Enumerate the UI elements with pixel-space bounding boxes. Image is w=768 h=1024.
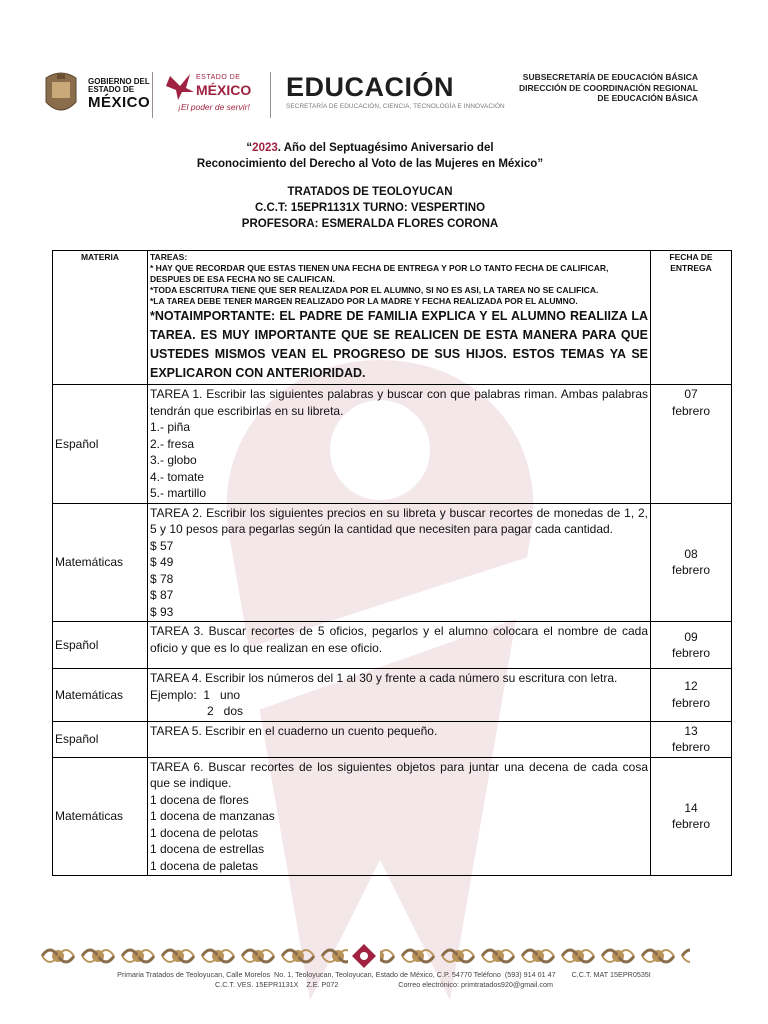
header-tareas	[148, 251, 651, 385]
table-row	[53, 757, 732, 876]
task-item: 1 docena de paletas	[150, 858, 259, 873]
state-seal-icon	[42, 70, 80, 118]
header-materia: MATERIA	[53, 251, 148, 385]
table-row	[53, 721, 732, 757]
row-task	[148, 721, 651, 757]
table-row	[53, 669, 732, 722]
row-fecha	[651, 503, 732, 622]
task-item: 1 docena de flores	[150, 792, 249, 807]
fecha-mes: febrero	[671, 695, 711, 710]
task-description: TAREA 2. Escribir los siguientes precios en su libreta y buscar recortes de monedas de 1, 2, 5 y 10 pesos para pegarlas según la cantidad que necesiten para pagar cada cantidad.	[150, 505, 648, 536]
gov-line2: ESTADO DE	[88, 85, 135, 95]
task-item: $ 49	[150, 555, 174, 569]
motto-open-quote: “	[246, 142, 253, 154]
row-materia: Matemáticas	[53, 669, 148, 722]
fecha-dia: 12	[684, 679, 698, 694]
edomex-big: MÉXICO	[196, 82, 252, 98]
fecha-mes: febrero	[671, 817, 711, 832]
footer-address	[0, 970, 768, 990]
school-teacher: PROFESORA: ESMERALDA FLORES CORONA	[241, 218, 499, 231]
motto-year: 2023	[252, 142, 278, 154]
motto-line2: Reconocimiento del Derecho al Voto de las Mujeres en México”	[196, 158, 544, 171]
row-materia: Español	[53, 721, 148, 757]
row-materia: Español	[53, 622, 148, 669]
task-item: 1 docena de estrellas	[150, 842, 265, 856]
header-divider	[152, 72, 153, 118]
ornamental-band	[38, 942, 690, 970]
header-divider	[270, 72, 271, 118]
row-task	[148, 385, 651, 504]
gov-line3: MÉXICO	[88, 93, 151, 111]
row-task	[148, 757, 651, 876]
row-materia: Matemáticas	[53, 757, 148, 876]
subsecretaria-line2: DIRECCIÓN DE COORDINACIÓN REGIONAL	[519, 82, 698, 93]
table-row	[53, 385, 732, 504]
task-item: 3.- globo	[150, 453, 197, 467]
education-logo	[286, 74, 505, 110]
fecha-mes: febrero	[671, 646, 711, 660]
row-fecha	[651, 669, 732, 722]
subsecretaria-line1: SUBSECRETARÍA DE EDUCACIÓN BÁSICA	[522, 72, 698, 82]
gov-logo-text	[88, 78, 150, 111]
fecha-mes: febrero	[671, 563, 711, 578]
row-materia: Matemáticas	[53, 503, 148, 622]
important-note: *NOTAIMPORTANTE: EL PADRE DE FAMILIA EXPLICA Y EL ALUMNO REALIIZA LA TAREA. ES MUY IMPORTANTE QUE SE REALICEN DE ESTA MANERA PARA QUE USTEDES MISMOS VEAN EL PROGRESO DE SUS HIJOS. ESTOS TEMAS YA SE EXPLICARON CON ANTERIORIDAD.	[150, 309, 648, 380]
note-3: *LA TAREA DEBE TENER MARGEN REALIZADO POR LA MADRE Y FECHA REALIZADA POR EL ALUMNO.	[150, 296, 578, 306]
fecha-mes: febrero	[671, 403, 711, 418]
row-materia: Español	[53, 385, 148, 504]
task-description: TAREA 3. Buscar recortes de 5 oficios, pegarlos y el alumno colocara el nombre de cada oficio y que es lo que realizan en ese oficio.	[150, 624, 648, 655]
row-task	[148, 622, 651, 669]
fecha-dia: 09	[684, 629, 698, 644]
education-subtitle: SECRETARÍA DE EDUCACIÓN, CIENCIA, TECNOLOGÍA E INNOVACIÓN	[286, 103, 505, 110]
task-item: 1.- piña	[150, 420, 191, 434]
school-info	[0, 184, 740, 232]
row-fecha	[651, 757, 732, 876]
task-item: 2.- fresa	[150, 436, 195, 451]
footer-line2: C.C.T. VES. 15EPR1131X Z.E. P072 Correo electrónico: primtratados920@gmail.com	[215, 980, 553, 989]
motto-line1: . Año del Septuagésimo Aniversario del	[277, 142, 494, 154]
row-fecha	[651, 622, 732, 669]
table-row	[53, 503, 732, 622]
task-description: TAREA 1. Escribir las siguientes palabras y buscar con que palabras riman. Ambas palabras tendrán que escribirlas en su libreta.	[150, 387, 648, 418]
row-fecha	[651, 721, 732, 757]
task-item: 1 docena de pelotas	[150, 825, 259, 840]
note-1: * HAY QUE RECORDAR QUE ESTAS TIENEN UNA FECHA DE ENTREGA Y POR LO TANTO FECHA DE CALIFICAR, DESPUES DE ESA FECHA NO SE CALIFICAN.	[150, 263, 609, 284]
task-description: TAREA 6. Buscar recortes de los siguientes objetos para juntar una decena de cada cosa que se indique.	[150, 759, 648, 790]
subsecretaria-block	[519, 72, 698, 104]
row-fecha	[651, 385, 732, 504]
education-title: EDUCACIÓN	[286, 72, 455, 102]
task-item: 5.- martillo	[150, 486, 207, 500]
edomex-emblem-icon	[164, 72, 196, 102]
school-name: TRATADOS DE TEOLOYUCAN	[287, 186, 453, 198]
task-item: $ 87	[150, 588, 174, 602]
row-task	[148, 669, 651, 722]
fecha-dia: 14	[684, 800, 698, 815]
fecha-dia: 08	[684, 546, 698, 561]
table-row	[53, 622, 732, 669]
task-description: TAREA 5. Escribir en el cuaderno un cuento pequeño.	[150, 723, 438, 738]
fecha-mes: febrero	[671, 740, 711, 754]
table-header-row	[53, 251, 732, 385]
task-item: 4.- tomate	[150, 469, 205, 484]
letterhead	[0, 64, 768, 124]
row-task	[148, 503, 651, 622]
task-item: $ 57	[150, 538, 174, 553]
header-fecha: FECHA DE ENTREGA	[651, 251, 732, 385]
task-description: TAREA 4. Escribir los números del 1 al 30 y frente a cada número su escritura con letra.	[150, 671, 618, 685]
subsecretaria-line3: DE EDUCACIÓN BÁSICA	[597, 93, 698, 104]
edomex-slogan: ¡El poder de servir!	[178, 102, 250, 112]
year-motto	[0, 140, 740, 172]
note-2: *TODA ESCRITURA TIENE QUE SER REALIZADA POR EL ALUMNO, SI NO ES ASI, LA TAREA NO SE CALIFICA.	[150, 285, 599, 295]
task-item: $ 78	[150, 571, 174, 586]
tareas-label: TAREAS:	[150, 252, 188, 262]
task-item: 1 docena de manzanas	[150, 809, 275, 823]
homework-table	[52, 250, 732, 876]
fecha-dia: 13	[684, 723, 698, 738]
school-cct: C.C.T: 15EPR1131X TURNO: VESPERTINO	[254, 202, 486, 215]
fecha-dia: 07	[684, 387, 698, 401]
edomex-small: ESTADO DE	[196, 74, 241, 81]
footer-line1: Primaria Tratados de Teoloyucan, Calle Morelos No. 1, Teoloyucan, Teoloyucan, Estado de México, C.P. 54770 Teléfono (593) 914 01 47 C.C.T. MAT 15EPR0535I	[117, 970, 651, 979]
gov-line1: GOBIERNO DEL	[88, 77, 150, 86]
task-item: $ 93	[150, 604, 174, 619]
task-example-2: 2 dos	[207, 704, 244, 718]
edomex-logo	[164, 72, 262, 120]
task-example: Ejemplo: 1 uno	[150, 687, 241, 702]
